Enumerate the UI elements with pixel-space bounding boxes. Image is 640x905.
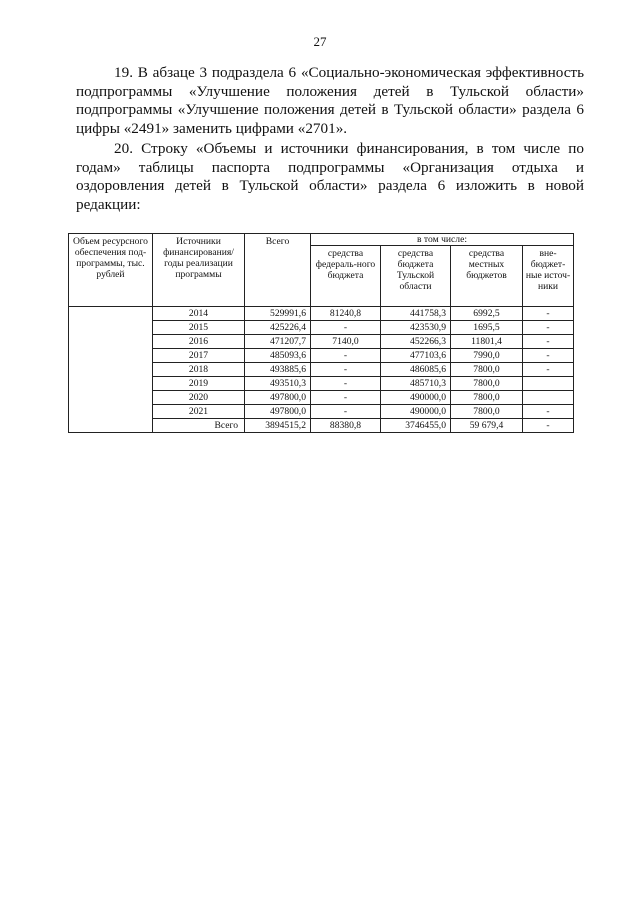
total-cell: 471207,7 [245, 335, 311, 349]
totals-total: 3894515,2 [245, 419, 311, 433]
regional-cell: 477103,6 [381, 349, 451, 363]
regional-cell: 441758,3 [381, 307, 451, 321]
federal-cell: - [311, 363, 381, 377]
federal-cell: - [311, 321, 381, 335]
total-cell: 497800,0 [245, 391, 311, 405]
total-cell: 493885,6 [245, 363, 311, 377]
paragraph-19 [76, 64, 584, 138]
local-cell: 7800,0 [451, 391, 523, 405]
totals-label: Всего [153, 419, 245, 433]
regional-cell: 485710,3 [381, 377, 451, 391]
regional-cell: 452266,3 [381, 335, 451, 349]
offbudget-cell: - [523, 307, 574, 321]
totals-federal: 88380,8 [311, 419, 381, 433]
year-cell: 2016 [153, 335, 245, 349]
total-cell: 497800,0 [245, 405, 311, 419]
local-cell: 1695,5 [451, 321, 523, 335]
federal-cell: 81240,8 [311, 307, 381, 321]
paragraph-20 [76, 140, 584, 214]
local-cell: 7990,0 [451, 349, 523, 363]
header-federal: средства федераль-ного бюджета [311, 246, 381, 307]
local-cell: 7800,0 [451, 363, 523, 377]
year-cell: 2017 [153, 349, 245, 363]
federal-cell: - [311, 391, 381, 405]
volume-cell-empty [69, 307, 153, 433]
total-cell: 529991,6 [245, 307, 311, 321]
header-volume: Объем ресурсного обеспечения под-программы, тыс. рублей [69, 234, 153, 307]
totals-offbudget: - [523, 419, 574, 433]
regional-cell: 486085,6 [381, 363, 451, 377]
regional-cell: 423530,9 [381, 321, 451, 335]
offbudget-cell [523, 391, 574, 405]
total-cell: 493510,3 [245, 377, 311, 391]
year-cell: 2020 [153, 391, 245, 405]
local-cell: 11801,4 [451, 335, 523, 349]
total-cell: 425226,4 [245, 321, 311, 335]
offbudget-cell: - [523, 321, 574, 335]
totals-regional: 3746455,0 [381, 419, 451, 433]
header-offbudget: вне-бюджет-ные источ-ники [523, 246, 574, 307]
total-cell: 485093,6 [245, 349, 311, 363]
local-cell: 7800,0 [451, 377, 523, 391]
regional-cell: 490000,0 [381, 405, 451, 419]
header-total: Всего [245, 234, 311, 307]
federal-cell: - [311, 377, 381, 391]
header-row-1 [69, 234, 574, 246]
year-cell: 2018 [153, 363, 245, 377]
header-sources: Источники финансирования/ годы реализации программы [153, 234, 245, 307]
paragraph-20-text: 20. Строку «Объемы и источники финансирования, в том числе по годам» таблицы паспорта подпрограммы «Организация отдыха и оздоровления детей в Тульской области» раздела 6 изложить в новой редакции: [76, 140, 584, 213]
federal-cell: 7140,0 [311, 335, 381, 349]
offbudget-cell: - [523, 349, 574, 363]
federal-cell: - [311, 405, 381, 419]
offbudget-cell: - [523, 363, 574, 377]
header-regional: средства бюджета Тульской области [381, 246, 451, 307]
paragraph-19-text: 19. В абзаце 3 подраздела 6 «Социально-экономическая эффективность подпрограммы «Улучшение положения детей в Тульской области» подпрограммы «Улучшение положения детей в Тульской области» раздела 6 цифры «2491» заменить цифрами «2701». [76, 64, 584, 137]
offbudget-cell [523, 377, 574, 391]
financing-table [68, 233, 574, 433]
federal-cell: - [311, 349, 381, 363]
page-number: 27 [313, 34, 327, 49]
offbudget-cell: - [523, 405, 574, 419]
totals-local: 59 679,4 [451, 419, 523, 433]
table-row [69, 307, 574, 321]
offbudget-cell: - [523, 335, 574, 349]
regional-cell: 490000,0 [381, 391, 451, 405]
year-cell: 2015 [153, 321, 245, 335]
local-cell: 6992,5 [451, 307, 523, 321]
local-cell: 7800,0 [451, 405, 523, 419]
header-local: средства местных бюджетов [451, 246, 523, 307]
year-cell: 2019 [153, 377, 245, 391]
year-cell: 2014 [153, 307, 245, 321]
header-including: в том числе: [311, 234, 574, 246]
year-cell: 2021 [153, 405, 245, 419]
